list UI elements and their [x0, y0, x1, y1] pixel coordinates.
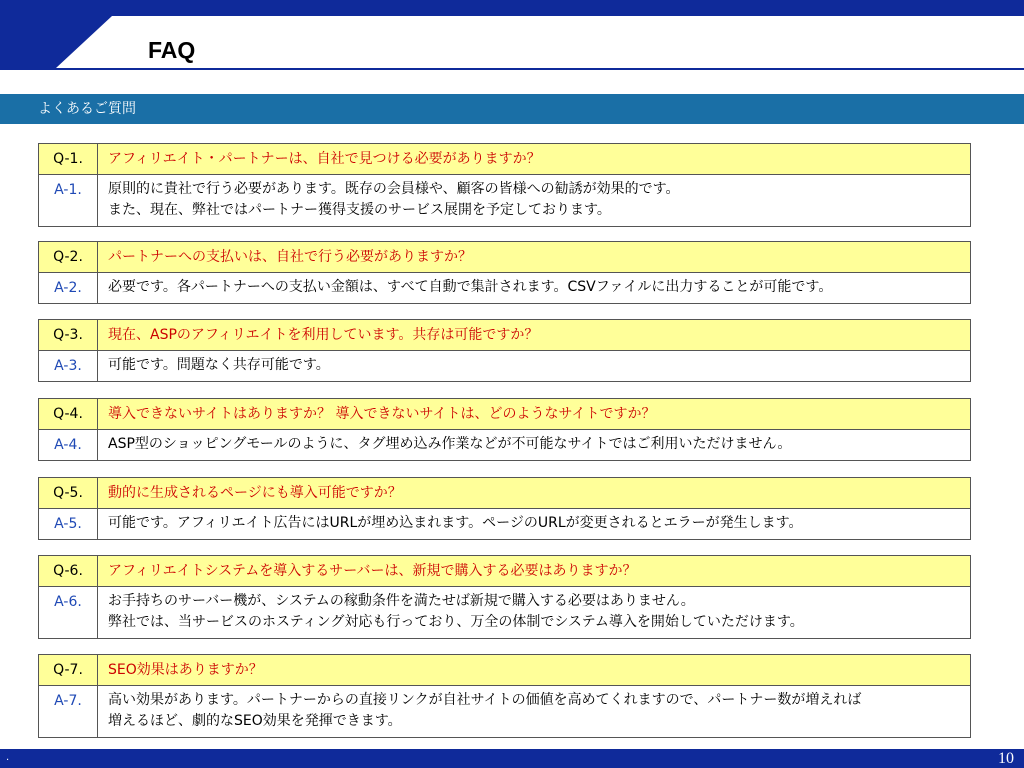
answer-row	[39, 685, 970, 737]
answer-row	[39, 174, 970, 226]
faq-item-7	[38, 654, 971, 738]
header-rule	[0, 68, 1024, 70]
answer-label: A-6.	[39, 587, 98, 638]
question-label: Q-2.	[39, 242, 98, 272]
question-row	[39, 144, 970, 174]
question-label: Q-6.	[39, 556, 98, 586]
question-label: Q-3.	[39, 320, 98, 350]
answer-row	[39, 508, 970, 539]
question-text: 現在、ASPのアフィリエイトを利用しています。共存は可能ですか？	[108, 327, 539, 343]
answer-text	[98, 430, 801, 460]
answer-label: A-1.	[39, 175, 98, 226]
faq-item-3	[38, 319, 971, 382]
faq-item-5	[38, 477, 971, 540]
section-header-bar	[0, 94, 1024, 124]
question-row	[39, 556, 970, 586]
question-row	[39, 399, 970, 429]
question-label: Q-4.	[39, 399, 98, 429]
page-number: 10	[998, 750, 1014, 767]
section-title: よくあるご質問	[38, 101, 136, 117]
answer-row	[39, 586, 970, 638]
question-row	[39, 242, 970, 272]
answer-label: A-7.	[39, 686, 98, 737]
answer-line: ASP型のショッピングモールのように、タグ埋め込み作業などが不可能なサイトではご利用いただけません。	[108, 436, 792, 452]
answer-text	[98, 686, 871, 737]
answer-line: 増えるほど、劇的なSEO効果を発揮できます。	[108, 713, 402, 729]
answer-label: A-3.	[39, 351, 98, 381]
faq-item-1	[38, 143, 971, 227]
answer-row	[39, 350, 970, 381]
question-label: Q-7.	[39, 655, 98, 685]
question-text: SEO効果はありますか？	[108, 662, 263, 678]
answer-line: 原則的に貴社で行う必要があります。既存の会員様や、顧客の皆様への勧誘が効果的です。	[108, 181, 680, 197]
footer-band	[0, 749, 1024, 768]
answer-text	[98, 587, 814, 638]
answer-row	[39, 272, 970, 303]
answer-text	[98, 509, 813, 539]
answer-line: 可能です。アフィリエイト広告にはURLが埋め込まれます。ページのURLが変更されるとエラーが発生します。	[108, 515, 803, 531]
question-row	[39, 478, 970, 508]
question-label: Q-1.	[39, 144, 98, 174]
question-text: アフィリエイトシステムを導入するサーバーは、新規で購入する必要はありますか？	[108, 563, 637, 579]
question-label: Q-5.	[39, 478, 98, 508]
header-corner-shape	[0, 16, 112, 68]
faq-item-6	[38, 555, 971, 639]
question-row	[39, 320, 970, 350]
answer-line: 弊社では、当サービスのホスティング対応も行っており、万全の体制でシステム導入を開始していただけます。	[108, 614, 804, 630]
answer-text	[98, 351, 340, 381]
answer-line: 高い効果があります。パートナーからの直接リンクが自社サイトの価値を高めてくれますので、パートナー数が増えれば	[108, 692, 862, 708]
answer-text	[98, 273, 842, 303]
answer-label: A-5.	[39, 509, 98, 539]
answer-line: 可能です。問題なく共存可能です。	[108, 357, 330, 373]
question-text: 導入できないサイトはありますか？ 導入できないサイトは、どのようなサイトですか？	[108, 406, 656, 422]
question-row	[39, 655, 970, 685]
answer-line: お手持ちのサーバー機が、システムの稼動条件を満たせば新規で購入する必要はありません。	[108, 593, 695, 609]
answer-text	[98, 175, 689, 226]
question-text: 動的に生成されるページにも導入可能ですか？	[108, 485, 402, 501]
faq-item-4	[38, 398, 971, 461]
question-text: アフィリエイト・パートナーは、自社で見つける必要がありますか？	[108, 151, 541, 167]
answer-label: A-2.	[39, 273, 98, 303]
page-title: FAQ	[148, 37, 196, 63]
answer-line: また、現在、弊社ではパートナー獲得支援のサービス展開を予定しております。	[108, 202, 611, 218]
footer-dot: .	[6, 752, 10, 763]
question-text: パートナーへの支払いは、自社で行う必要がありますか？	[108, 249, 472, 265]
faq-item-2	[38, 241, 971, 304]
answer-row	[39, 429, 970, 460]
answer-label: A-4.	[39, 430, 98, 460]
answer-line: 必要です。各パートナーへの支払い金額は、すべて自動で集計されます。CSVファイルに出力することが可能です。	[108, 279, 833, 295]
